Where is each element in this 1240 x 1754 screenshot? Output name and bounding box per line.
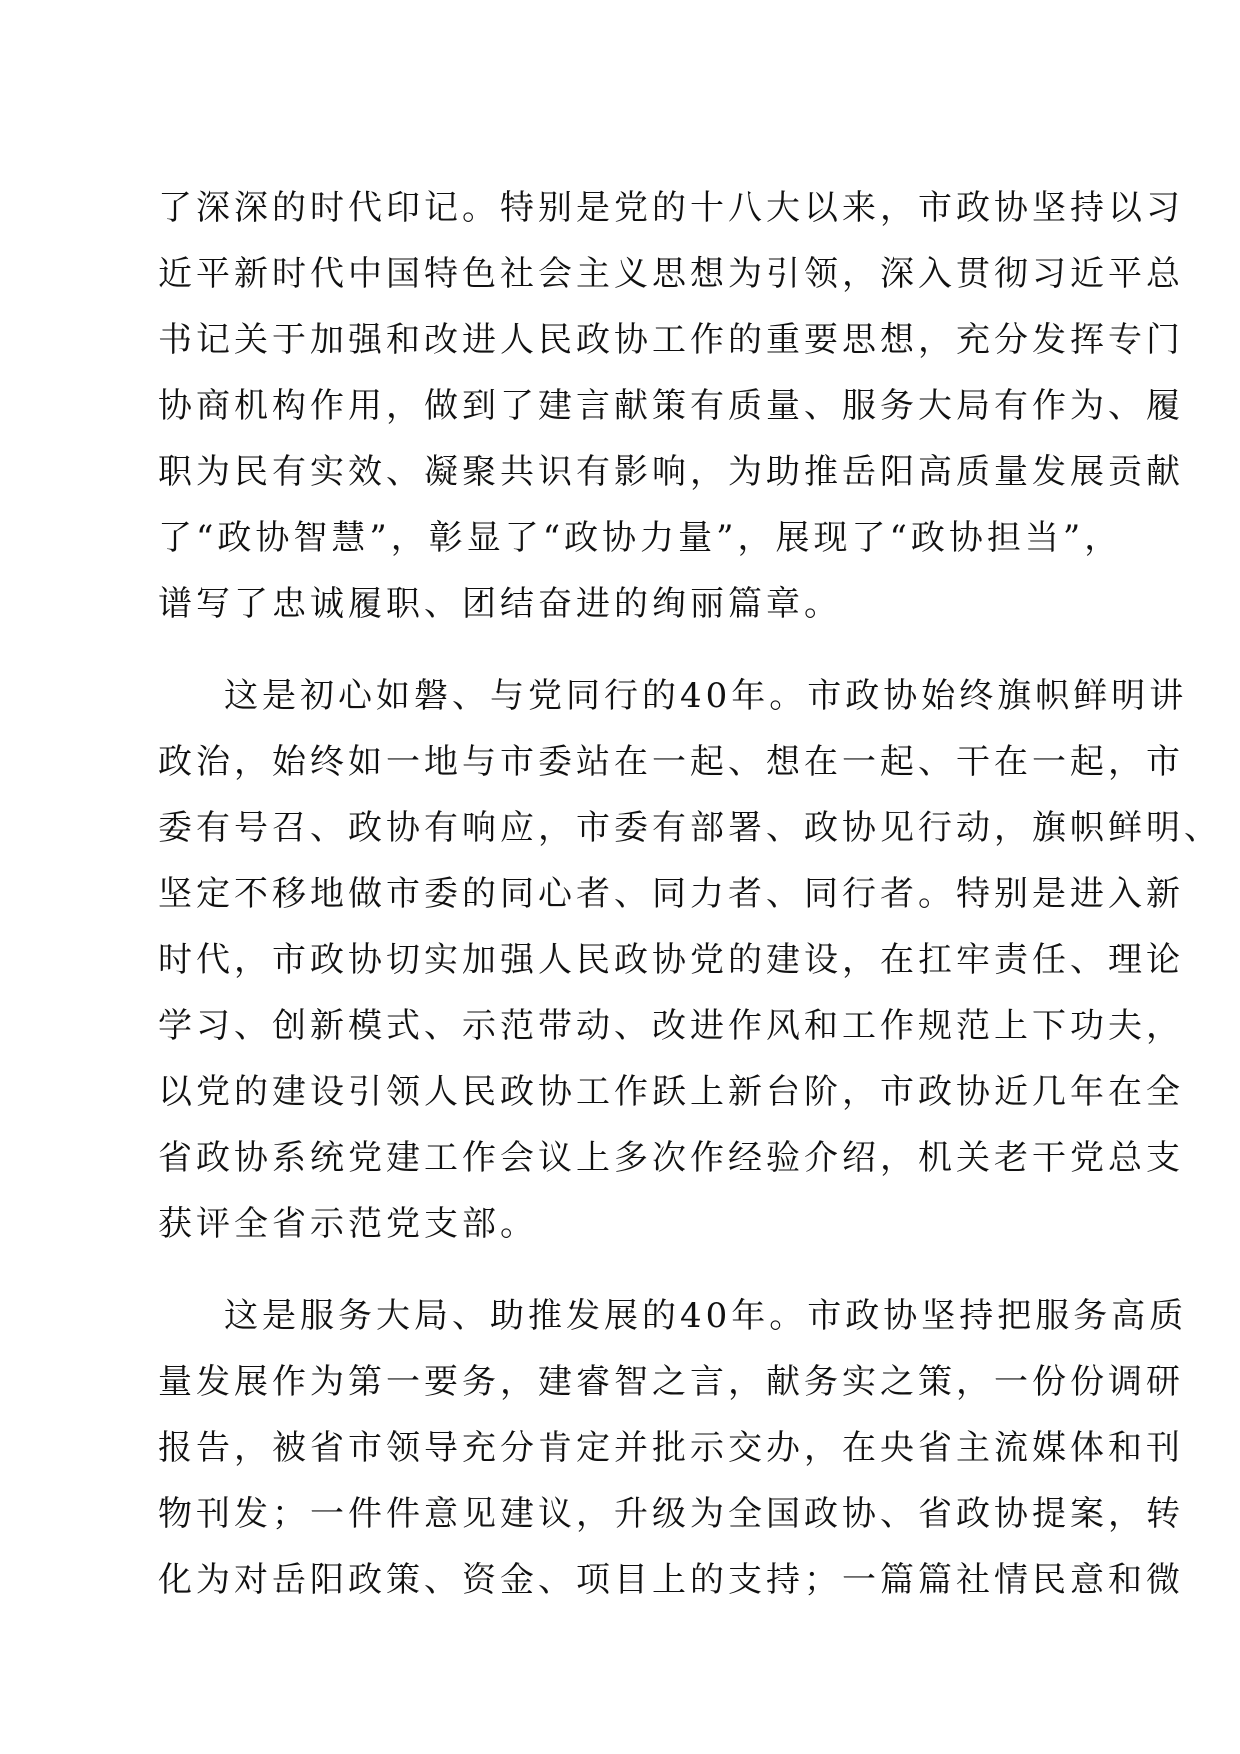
text-line: 量发展作为第一要务，建睿智之言，献务实之策，一份份调研: [158, 1362, 1184, 1402]
text-line: 谱写了忠诚履职、团结奋进的绚丽篇章。: [158, 584, 842, 624]
text-line: 学习、创新模式、示范带动、改进作风和工作规范上下功夫，: [158, 1006, 1184, 1046]
paragraph-spacer: [158, 645, 1083, 671]
text-line: 获评全省示范党支部。: [158, 1204, 538, 1244]
text-line: 坚定不移地做市委的同心者、同力者、同行者。特别是进入新: [158, 874, 1184, 914]
text-line: 了深深的时代印记。特别是党的十八大以来，市政协坚持以习: [158, 188, 1184, 228]
text-line: 委有号召、政协有响应，市委有部署、政协见行动，旗帜鲜明、: [158, 808, 1222, 848]
text-line: 职为民有实效、凝聚共识有影响，为助推岳阳高质量发展贡献: [158, 452, 1184, 492]
text-line: 了“政协智慧”，彰显了“政协力量”，展现了“政协担当”，: [158, 518, 1123, 558]
text-line: 书记关于加强和改进人民政协工作的重要思想，充分发挥专门: [158, 320, 1184, 360]
paragraph-2: [158, 671, 1222, 1265]
text-line: 省政协系统党建工作会议上多次作经验介绍，机关老干党总支: [158, 1138, 1184, 1178]
text-line: 报告，被省市领导充分肯定并批示交办，在央省主流媒体和刊: [158, 1428, 1184, 1468]
text-line-first: 这是初心如磐、与党同行的40年。市政协始终旗帜鲜明讲: [224, 676, 1188, 716]
text-line: 协商机构作用，做到了建言献策有质量、服务大局有作为、履: [158, 386, 1184, 426]
text-line: 以党的建设引领人民政协工作跃上新台阶，市政协近几年在全: [158, 1072, 1184, 1112]
text-line: 政治，始终如一地与市委站在一起、想在一起、干在一起，市: [158, 742, 1184, 782]
paragraph-spacer: [158, 1265, 1083, 1291]
text-line: 时代，市政协切实加强人民政协党的建设，在扛牢责任、理论: [158, 940, 1184, 980]
document-body: [158, 183, 1222, 1621]
text-line: 近平新时代中国特色社会主义思想为引领，深入贯彻习近平总: [158, 254, 1184, 294]
paragraph-3: [158, 1291, 1188, 1621]
paragraph-1: [158, 183, 1184, 645]
text-line: 物刊发；一件件意见建议，升级为全国政协、省政协提案，转: [158, 1494, 1184, 1534]
text-line-first: 这是服务大局、助推发展的40年。市政协坚持把服务高质: [224, 1296, 1188, 1336]
text-line: 化为对岳阳政策、资金、项目上的支持；一篇篇社情民意和微: [158, 1560, 1184, 1600]
